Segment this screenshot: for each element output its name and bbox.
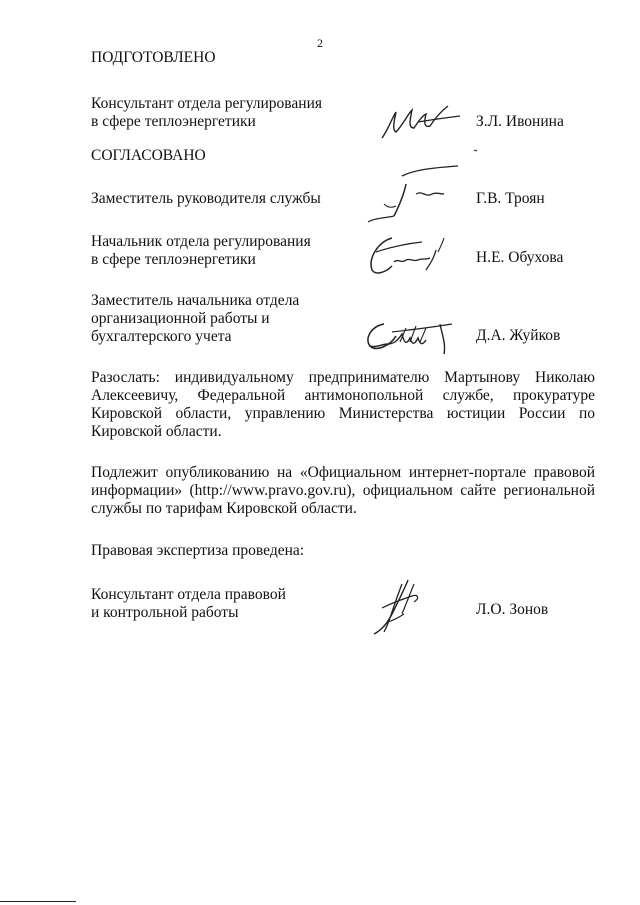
prepared-name: З.Л. Ивонина: [476, 113, 564, 130]
agreed-heading: СОГЛАСОВАНО: [91, 147, 206, 164]
position-line: Консультант отдела правовой: [91, 586, 286, 603]
approver-3-position: [91, 292, 299, 346]
position-line: в сфере теплоэнергетики: [91, 251, 256, 268]
position-line: Заместитель руководителя службы: [91, 190, 321, 207]
legal-reviewer-name: Л.О. Зонов: [476, 601, 549, 618]
position-line: в сфере теплоэнергетики: [91, 113, 256, 130]
signature-obukhova: [364, 230, 460, 278]
approver-1-name: Г.В. Троян: [476, 190, 545, 207]
signature-ivonina: [378, 100, 468, 144]
publication-paragraph: Подлежит опубликованию на «Официальном интернет-портале правовой информации» (http://www.pravo.gov.ru), официальном сайте региональной службы по тарифам Кировской области.: [91, 464, 595, 517]
approver-1-position: [91, 190, 321, 208]
distribution-paragraph: Разослать: индивидуальному предпринимателю Мартынову Николаю Алексеевичу, Федеральной антимонопольной службе, прокуратуре Кировской области, управлению Министерства юстиции России по Кировской области.: [91, 369, 595, 440]
page-number: 2: [317, 36, 323, 50]
legal-review-note: Правовая экспертиза проведена:: [91, 542, 305, 559]
signature-zonov: [368, 578, 428, 638]
footnote-separator: [0, 901, 76, 902]
prepared-heading: ПОДГОТОВЛЕНО: [91, 49, 216, 66]
approver-2-position: [91, 233, 311, 269]
signature-zhuikov: [362, 314, 462, 358]
legal-reviewer-position: [91, 586, 286, 622]
position-line: и контрольной работы: [91, 604, 239, 621]
approver-3-name: Д.А. Жуйков: [476, 327, 561, 344]
prepared-position: [91, 95, 322, 131]
position-line: бухгалтерского учета: [91, 328, 232, 345]
position-line: Заместитель начальника отдела: [91, 292, 300, 309]
approver-2-name: Н.Е. Обухова: [476, 249, 564, 266]
position-line: организационной работы и: [91, 310, 270, 327]
position-line: Консультант отдела регулирования: [91, 95, 323, 112]
position-line: Начальник отдела регулирования: [91, 233, 311, 250]
signature-troyan: [364, 164, 464, 228]
